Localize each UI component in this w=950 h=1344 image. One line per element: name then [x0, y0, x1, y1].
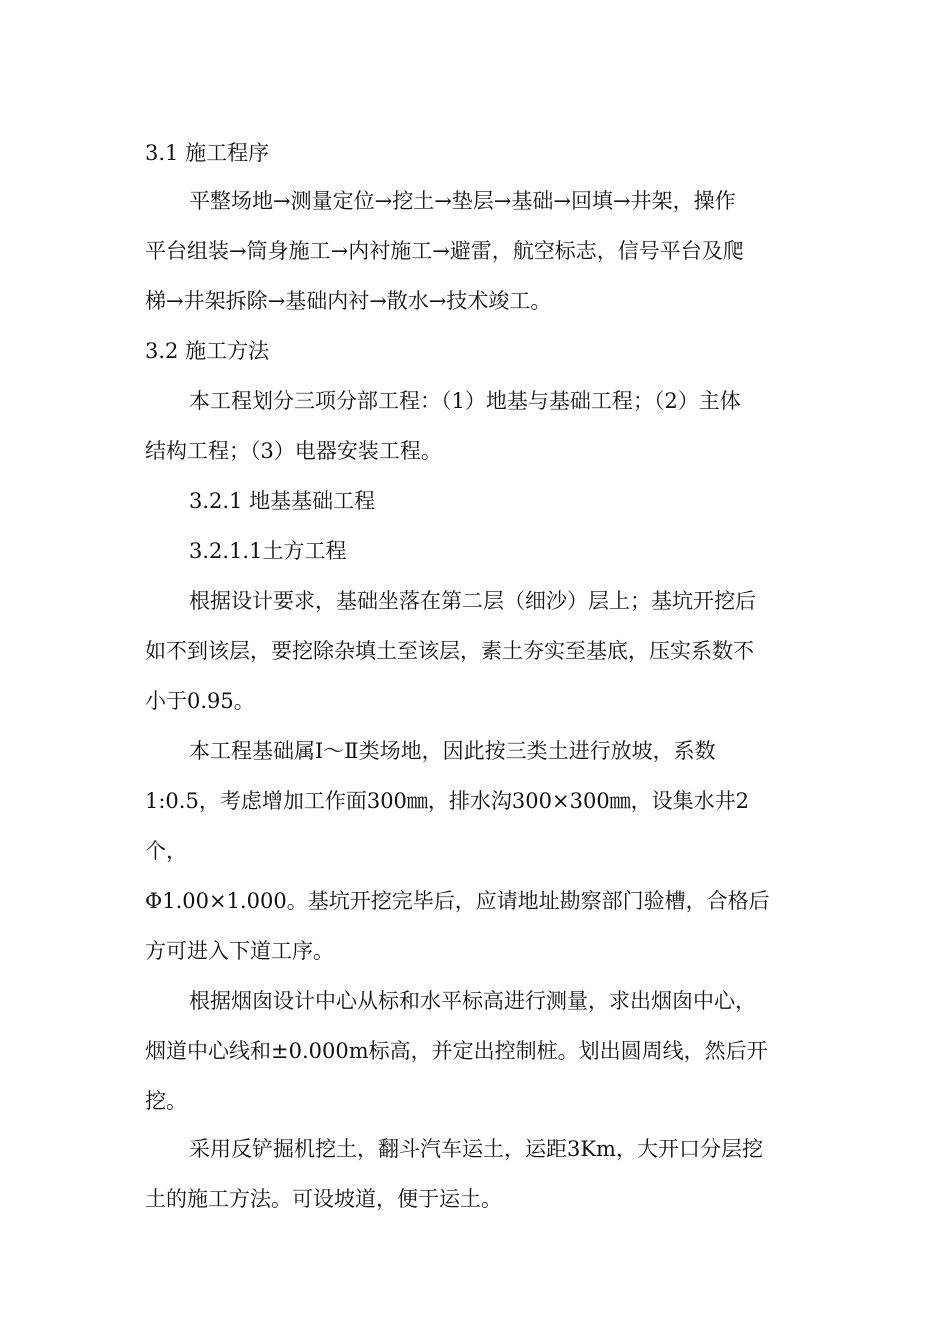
paragraph-line: 烟道中心线和±0.000m标高，并定出控制桩。划出圆周线，然后开: [145, 1039, 768, 1063]
paragraph-line: 结构工程；（3）电器安装工程。: [145, 439, 442, 463]
section-heading-3-2: 3.2 施工方法: [145, 339, 270, 363]
paragraph-line: 本工程划分三项分部工程：（1）地基与基础工程；（2）主体: [189, 389, 741, 413]
paragraph-line: 根据烟囱设计中心从标和水平标高进行测量，求出烟囱中心，: [189, 989, 756, 1013]
paragraph-line: 平台组装→筒身施工→内衬施工→避雷，航空标志，信号平台及爬: [145, 239, 744, 263]
paragraph-line: 挖。: [145, 1089, 187, 1113]
paragraph-line: 土的施工方法。可设坡道，便于运土。: [145, 1187, 502, 1211]
paragraph-line: 小于0.95。: [145, 689, 255, 713]
paragraph-line: 本工程基础属Ⅰ～Ⅱ类场地，因此按三类土进行放坡，系数: [189, 739, 716, 763]
paragraph-line: 方可进入下道工序。: [145, 939, 334, 963]
paragraph-line: Φ1.00×1.000。基坑开挖完毕后，应请地址勘察部门验槽，合格后: [145, 889, 770, 913]
section-heading-3-1: 3.1 施工程序: [145, 141, 270, 165]
paragraph-line: 个，: [145, 839, 187, 863]
paragraph-line: 梯→井架拆除→基础内衬→散水→技术竣工。: [145, 289, 552, 313]
subsection-heading-3-2-1-1: 3.2.1.1土方工程: [189, 539, 347, 563]
paragraph-line: 采用反铲掘机挖土，翻斗汽车运土，运距3Km，大开口分层挖: [189, 1137, 763, 1161]
paragraph-line: 如不到该层，要挖除杂填土至该层，素土夯实至基底，压实系数不: [145, 639, 754, 663]
subsection-heading-3-2-1: 3.2.1 地基基础工程: [189, 489, 376, 513]
paragraph-line: 根据设计要求，基础坐落在第二层（细沙）层上；基坑开挖后: [189, 589, 756, 613]
paragraph-line: 1:0.5，考虑增加工作面300㎜，排水沟300×300㎜，设集水井2: [145, 789, 750, 813]
paragraph-line: 平整场地→测量定位→挖土→垫层→基础→回填→井架，操作: [189, 189, 736, 213]
